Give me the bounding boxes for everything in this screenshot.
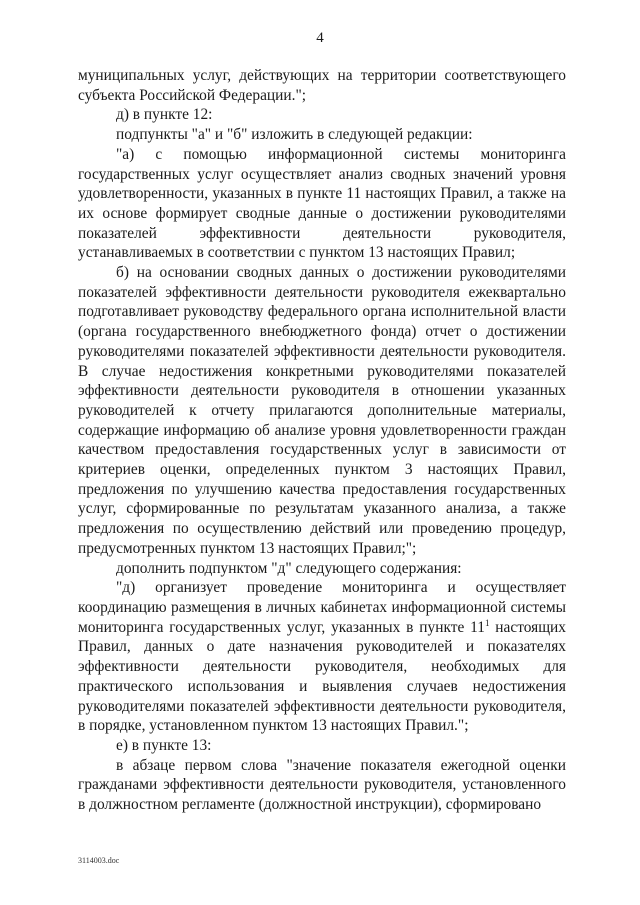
paragraph-text-before: "д) организует проведение мониторинга и осуществляет координацию размещения в личных кабинетах информационной системы мониторинга государственных услуг, указанных в пункте 11 [78, 579, 566, 636]
paragraph: б) на основании сводных данных о достижении руководителями показателей эффективности деятельности руководителя ежеквартально подготавливает руководству федерального органа исполнительной власти (органа государственного внебюджетного фонда) отчет о достижении руководителями показателей эффективности деятельности руководителя. В случае недостижения конкретными руководителями показателей эффективности деятельности руководителя в отношении указанных руководителей к отчету прилагаются дополнительные материалы, содержащие информацию об анализе уровня удовлетворенности граждан качеством предоставления государственных услуг в зависимости от критериев оценки, определенных пунктом 3 настоящих Правил, предложения по улучшению качества предоставления государственных услуг, сформированные по результатам указанного анализа, а также предложения по осуществлению действий или проведению процедур, предусмотренных пунктом 13 настоящих Правил;"; [78, 264, 566, 557]
paragraph: е) в пункте 13: [116, 736, 212, 754]
superscript: 1 [484, 617, 490, 628]
paragraph: д) в пункте 12: [116, 106, 213, 124]
paragraph: в абзаце первом слова "значение показателя ежегодной оценки гражданами эффективности деятельности руководителя, установленного в должностном регламенте (должностной инструкции), сформировано [78, 756, 566, 814]
paragraph-with-superscript [78, 578, 566, 736]
page-number: 4 [316, 30, 324, 46]
paragraph: "а) с помощью информационной системы мониторинга государственных услуг осуществляет анализ сводных значений уровня удовлетворенности, указанных в пункте 11 настоящих Правил, а также на их основе формирует сводные данные о достижении руководителями показателей эффективности деятельности руководителя, устанавливаемых в соответствии с пунктом 13 настоящих Правил; [78, 145, 566, 262]
paragraph: подпункты "а" и "б" изложить в следующей редакции: [116, 126, 473, 144]
paragraph: дополнить подпунктом "д" следующего содержания: [116, 559, 462, 577]
footer-filename: 3114003.doc [78, 856, 120, 865]
paragraph-text-after: настоящих Правил, данных о дате назначения руководителей и показателях эффективности деятельности руководителя, необходимых для практического использования и выявления случаев недостижения руководителями показателей эффективности деятельности руководителя, в порядке, установленном пунктом 13 настоящих Правил."; [78, 618, 566, 735]
document-body [78, 66, 566, 815]
paragraph: муниципальных услуг, действующих на территории соответствующего субъекта Российской Федерации."; [78, 67, 566, 104]
